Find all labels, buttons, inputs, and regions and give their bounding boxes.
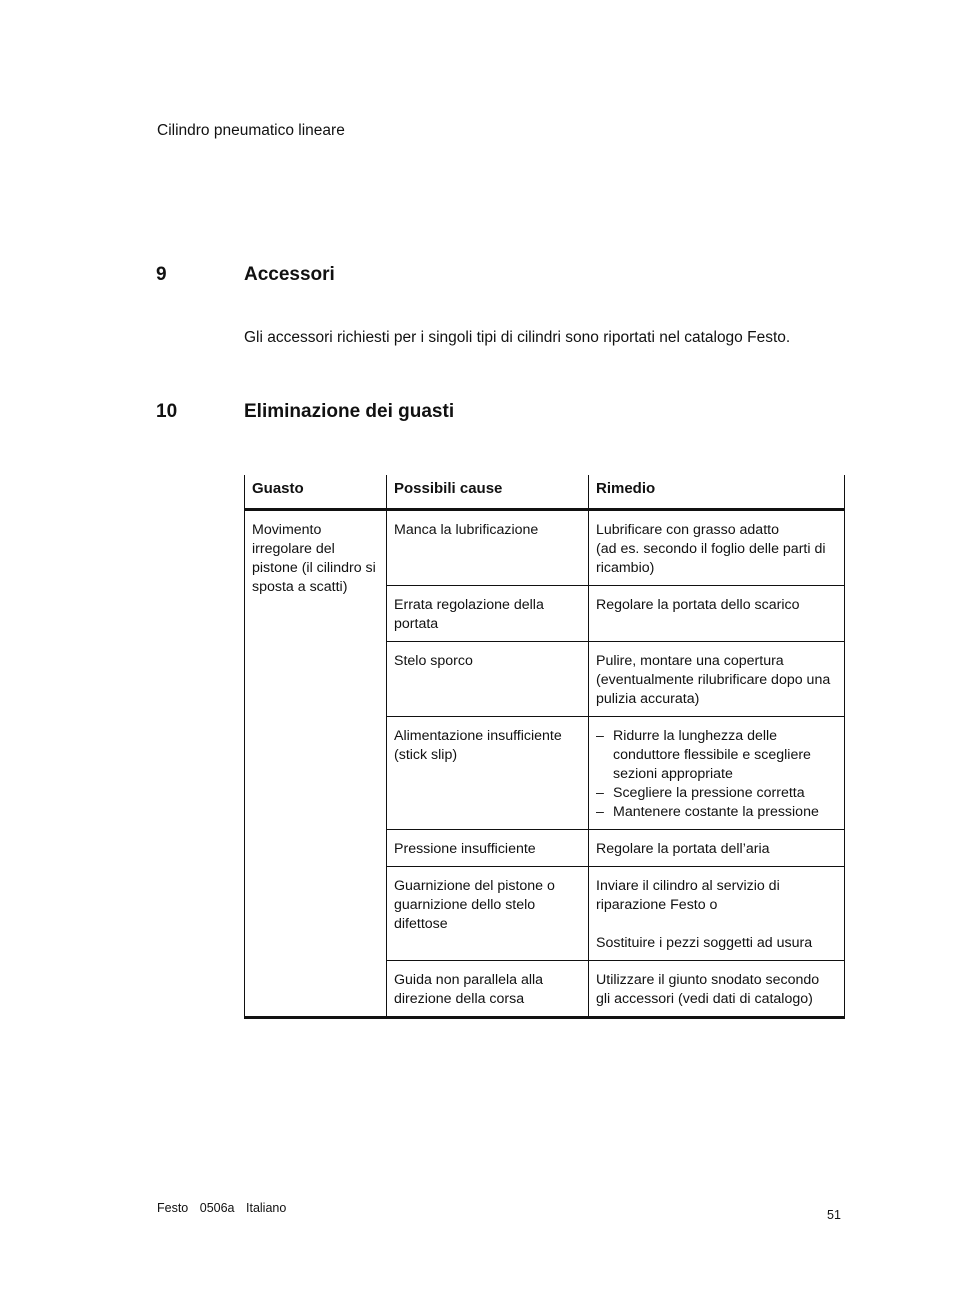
cause-cell: Errata regolazione della portata <box>387 586 589 642</box>
footer-doc-info <box>157 1201 286 1215</box>
footer-language: Italiano <box>246 1201 287 1215</box>
footer-doc-code: 0506a <box>199 1201 235 1215</box>
cause-cell: Guida non parallela alla direzione della corsa <box>387 961 589 1018</box>
cause-cell: Guarnizione del pistone o guarnizione dello stelo difettose <box>387 867 589 961</box>
troubleshooting-table <box>244 475 845 1019</box>
remedy-list <box>596 727 837 822</box>
table-header-row <box>245 475 845 510</box>
remedy-cell: Pulire, montare una copertura (eventualmente rilubrificare dopo una pulizia accurata) <box>589 642 845 717</box>
remedy-spacer <box>596 915 837 934</box>
running-header: Cilindro pneumatico lineare <box>157 122 345 139</box>
remedy-list-item: – Mantenere costante la pressione <box>596 803 837 822</box>
cause-cell: Alimentazione insufficiente (stick slip) <box>387 717 589 830</box>
remedy-cell: Lubrificare con grasso adatto (ad es. secondo il foglio delle parti di ricambio) <box>589 510 845 586</box>
cause-cell: Stelo sporco <box>387 642 589 717</box>
section-9-number: 9 <box>156 264 167 285</box>
section-10-number: 10 <box>156 401 178 422</box>
remedy-cell <box>589 717 845 830</box>
remedy-list-item: – Scegliere la pressione corretta <box>596 784 837 803</box>
header-causes: Possibili cause <box>387 475 589 510</box>
footer-brand: Festo <box>157 1201 189 1215</box>
remedy-cell: Utilizzare il giunto snodato secondo gli accessori (vedi dati di catalogo) <box>589 961 845 1018</box>
cause-cell: Manca la lubrificazione <box>387 510 589 586</box>
table-row <box>245 510 845 586</box>
fault-cell: Movimento irregolare del pistone (il cilindro si sposta a scatti) <box>245 510 387 1018</box>
header-fault: Guasto <box>245 475 387 510</box>
page-number: 51 <box>827 1208 841 1222</box>
section-9-text: Gli accessori richiesti per i singoli tipi di cilindri sono riportati nel catalogo Festo. <box>244 329 791 346</box>
remedy-list-item: – Ridurre la lunghezza delle conduttore flessibile e scegliere sezioni appropriate <box>596 727 837 784</box>
remedy-cell <box>589 867 845 961</box>
cause-cell: Pressione insufficiente <box>387 830 589 867</box>
remedy-cell: Regolare la portata dell’aria <box>589 830 845 867</box>
section-9-title: Accessori <box>244 264 335 285</box>
remedy-text: Sostituire i pezzi soggetti ad usura <box>596 935 813 951</box>
section-10-title: Eliminazione dei guasti <box>244 401 455 422</box>
remedy-text: Inviare il cilindro al servizio di riparazione Festo o <box>596 878 780 913</box>
header-remedy: Rimedio <box>589 475 845 510</box>
remedy-cell: Regolare la portata dello scarico <box>589 586 845 642</box>
